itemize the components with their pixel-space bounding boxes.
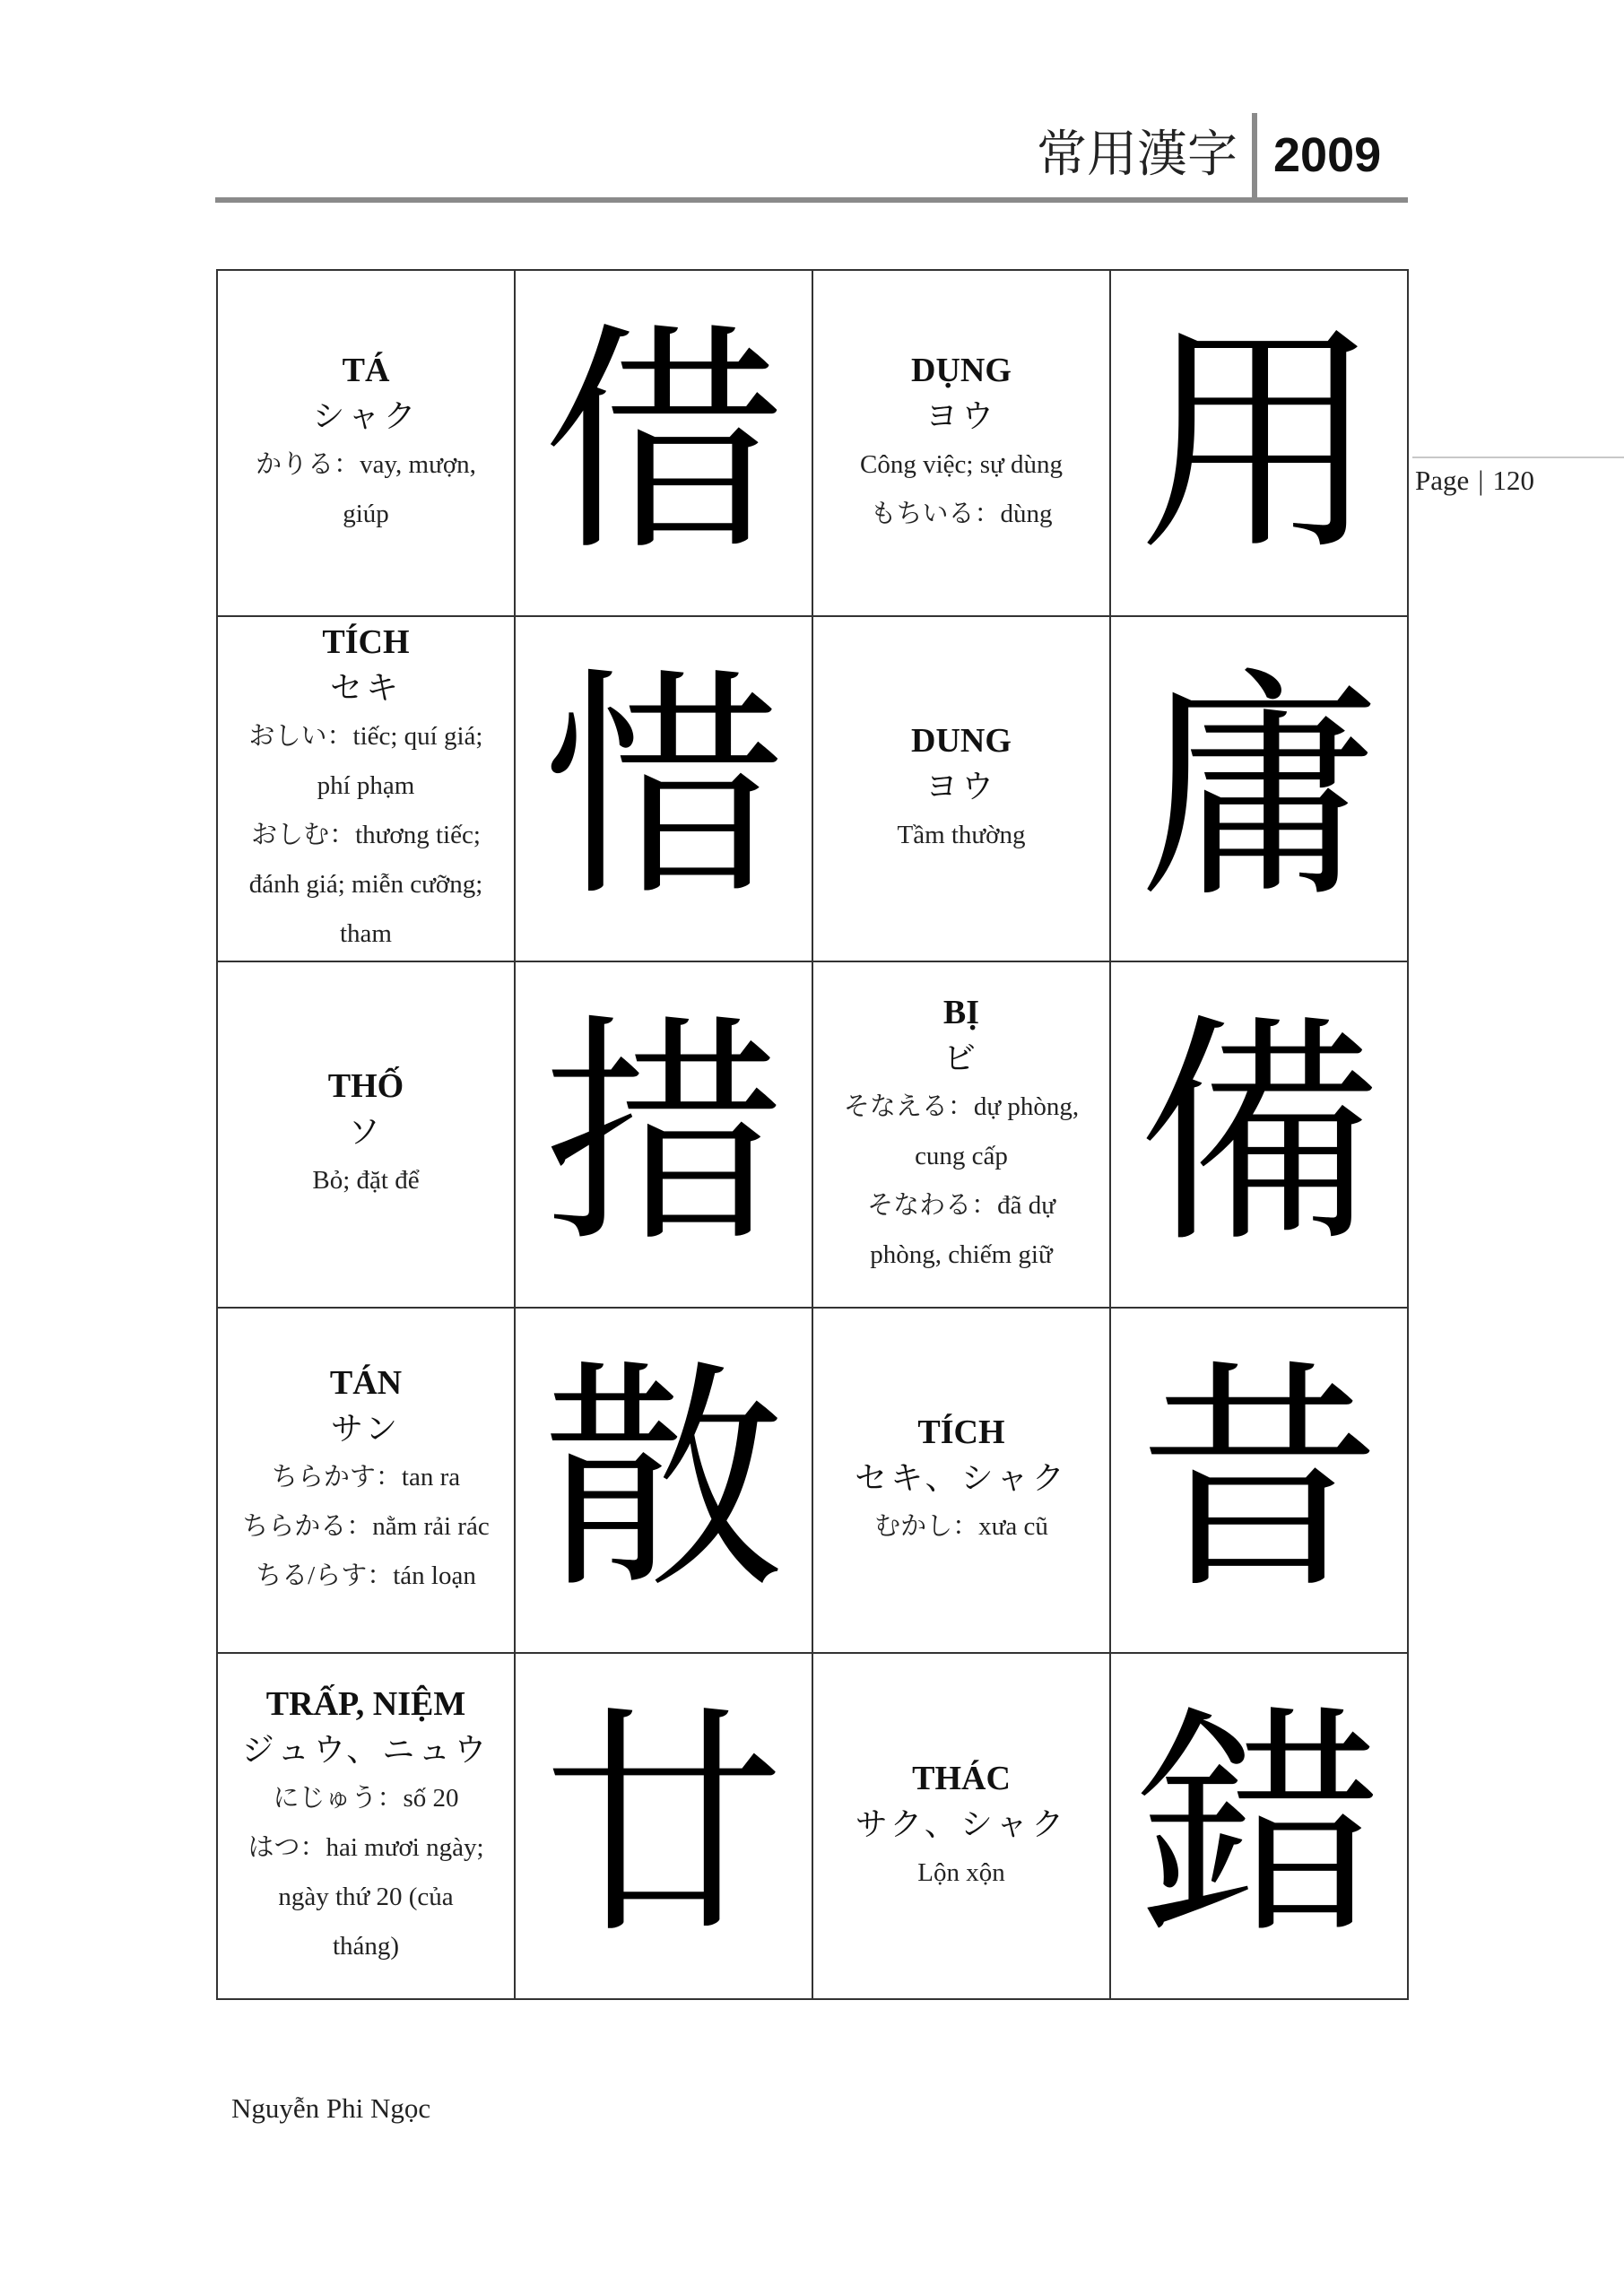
on-reading: ヨウ bbox=[925, 768, 997, 805]
kanji-info-cell bbox=[218, 1654, 516, 2000]
kanji-info-cell bbox=[218, 962, 516, 1309]
han-viet-reading: TÍCH bbox=[917, 1413, 1005, 1452]
footer-author: Nguyễn Phi Ngọc bbox=[231, 2092, 431, 2124]
han-viet-reading: THÁC bbox=[912, 1759, 1011, 1797]
kanji-glyph: 用 bbox=[1138, 300, 1380, 584]
meaning-line: Tầm thường bbox=[897, 820, 1026, 849]
meaning-line: cung cấp bbox=[915, 1141, 1008, 1170]
kanji-glyph: 錯 bbox=[1138, 1684, 1380, 1968]
kanji-glyph-cell bbox=[1111, 617, 1409, 963]
meaning-line: ngày thứ 20 (của bbox=[278, 1883, 454, 1912]
on-reading: シャク bbox=[312, 397, 420, 435]
header-rule bbox=[215, 197, 1408, 203]
han-viet-reading: TÁ bbox=[342, 351, 390, 389]
han-viet-reading: THỐ bbox=[327, 1067, 404, 1106]
on-reading: ヨウ bbox=[925, 397, 997, 435]
meaning-line: phòng, chiếm giữ bbox=[870, 1239, 1053, 1269]
on-reading: サク、シャク bbox=[855, 1805, 1068, 1843]
kanji-glyph-cell bbox=[516, 271, 813, 617]
kanji-glyph: 散 bbox=[543, 1338, 785, 1622]
kanji-glyph-cell bbox=[516, 1309, 813, 1655]
meaning-line: tháng) bbox=[332, 1932, 400, 1961]
page-num: 120 bbox=[1492, 465, 1534, 496]
meaning-line: かりる：vay, mượn, bbox=[256, 449, 476, 479]
meaning-line: おしむ：thương tiếc; bbox=[251, 820, 481, 849]
meaning-line: にじゅう：số 20 bbox=[273, 1784, 459, 1813]
meaning-line: ちらかる：nằm rải rác bbox=[242, 1512, 490, 1542]
meaning-line: ちらかす：tan ra bbox=[271, 1463, 461, 1492]
kanji-glyph: 昔 bbox=[1138, 1338, 1380, 1622]
page-number bbox=[1415, 463, 1534, 499]
han-viet-reading: DUNG bbox=[911, 721, 1012, 760]
kanji-info-cell bbox=[813, 1309, 1111, 1655]
meaning-line: giúp bbox=[343, 499, 389, 528]
meaning-line: もちいる：dùng bbox=[870, 499, 1053, 528]
kanji-glyph-cell bbox=[1111, 1309, 1409, 1655]
meaning-line: Lộn xộn bbox=[917, 1857, 1005, 1887]
kanji-grid bbox=[216, 269, 1409, 2000]
kanji-glyph: 措 bbox=[543, 992, 785, 1275]
meaning-line: はつ：hai mươi ngày; bbox=[248, 1833, 484, 1863]
on-reading: ビ bbox=[942, 1039, 979, 1077]
on-reading: ソ bbox=[347, 1114, 384, 1152]
meaning-line: phí phạm bbox=[317, 770, 415, 800]
han-viet-reading: TRẤP, NIỆM bbox=[265, 1685, 466, 1724]
kanji-glyph-cell bbox=[1111, 962, 1409, 1309]
kanji-glyph-cell bbox=[516, 962, 813, 1309]
on-reading: セキ、シャク bbox=[855, 1460, 1068, 1498]
kanji-glyph: 備 bbox=[1138, 992, 1380, 1275]
meaning-line: tham bbox=[340, 918, 392, 948]
meaning-line: Công việc; sự dùng bbox=[860, 449, 1063, 479]
meaning-line: đánh giá; miễn cưỡng; bbox=[248, 869, 483, 899]
on-reading: サン bbox=[330, 1411, 402, 1448]
page-word: Page bbox=[1415, 465, 1470, 496]
kanji-info-cell bbox=[218, 271, 516, 617]
meaning-line: そなわる：đã dự bbox=[867, 1190, 1055, 1220]
page-pipe: | bbox=[1478, 465, 1484, 496]
kanji-info-cell bbox=[813, 1654, 1111, 2000]
page-marker-rule bbox=[1412, 457, 1624, 458]
header-year: 2009 bbox=[1273, 128, 1382, 182]
header-title: 常用漢字 bbox=[1037, 126, 1238, 184]
kanji-glyph: 借 bbox=[543, 300, 785, 584]
kanji-info-cell bbox=[218, 617, 516, 963]
han-viet-reading: DỤNG bbox=[911, 351, 1012, 389]
on-reading: ジュウ、ニュウ bbox=[241, 1732, 491, 1770]
kanji-info-cell bbox=[813, 617, 1111, 963]
meaning-line: ちる/らす：tán loạn bbox=[256, 1561, 476, 1591]
kanji-info-cell bbox=[218, 1309, 516, 1655]
kanji-info-cell bbox=[813, 271, 1111, 617]
meaning-line: むかし：xưa cũ bbox=[874, 1512, 1048, 1542]
kanji-glyph: 廿 bbox=[543, 1684, 785, 1968]
kanji-glyph: 庸 bbox=[1138, 647, 1380, 930]
meaning-line: Bỏ; đặt để bbox=[312, 1166, 420, 1196]
meaning-line: おしい：tiếc; quí giá; bbox=[248, 721, 483, 751]
kanji-glyph-cell bbox=[1111, 1654, 1409, 2000]
kanji-info-cell bbox=[813, 962, 1111, 1309]
header-separator bbox=[1252, 113, 1257, 203]
kanji-glyph-cell bbox=[1111, 271, 1409, 617]
kanji-glyph: 惜 bbox=[543, 647, 785, 930]
han-viet-reading: TÍCH bbox=[322, 622, 410, 661]
kanji-glyph-cell bbox=[516, 1654, 813, 2000]
han-viet-reading: TÁN bbox=[329, 1364, 403, 1403]
han-viet-reading: BỊ bbox=[942, 993, 980, 1031]
meaning-line: そなえる：dự phòng, bbox=[843, 1091, 1080, 1121]
on-reading: セキ bbox=[329, 669, 402, 707]
kanji-glyph-cell bbox=[516, 617, 813, 963]
